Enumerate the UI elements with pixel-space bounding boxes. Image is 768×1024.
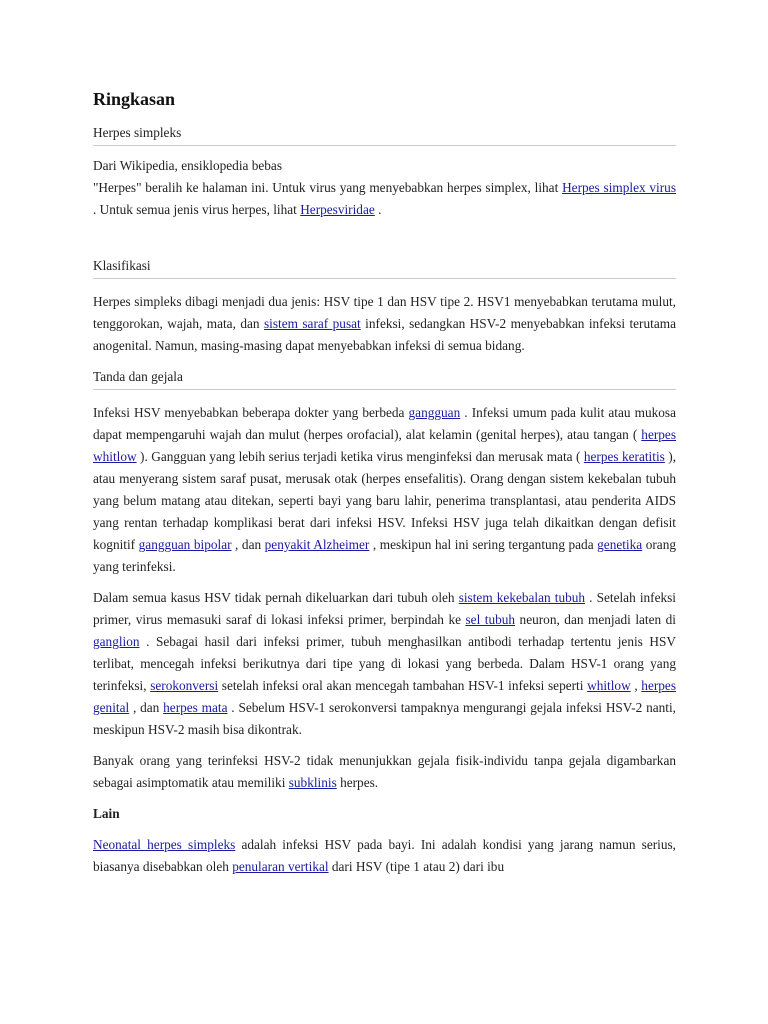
text: Dalam semua kasus HSV tidak pernah dikeluarkan dari tubuh oleh bbox=[93, 590, 459, 605]
link-whitlow[interactable]: whitlow bbox=[587, 678, 631, 693]
text: . bbox=[374, 202, 382, 217]
text: infeksi, sedangkan HSV-2 menyebabkan infeksi terutama anogenital. Namun, masing-masing dapat menyebabkan infeksi di semua bidang. bbox=[93, 316, 676, 353]
link-penularan-vertikal[interactable]: penularan vertikal bbox=[232, 859, 329, 874]
link-sistem-saraf-pusat[interactable]: sistem saraf pusat bbox=[263, 316, 361, 331]
text: . Infeksi umum pada kulit atau mukosa dapat mempengaruhi wajah dan mulut (herpes orofacial), alat kelamin (genital herpes), atau tangan ( bbox=[93, 405, 676, 442]
section-heading-tanda-dan-gejala: Tanda dan gejala bbox=[93, 366, 676, 390]
link-subklinis[interactable]: subklinis bbox=[288, 775, 337, 790]
text: ), atau menyerang sistem saraf pusat, merusak otak (herpes ensefalitis). Orang dengan sistem kekebalan tubuh yang belum matang atau ditekan, seperti bayi yang baru lahir, penerima transplantasi, atau penderita AIDS yang rentan terhadap komplikasi berat dari infeksi HSV. Infeksi HSV juga telah dikaitkan dengan defisit kognitif bbox=[93, 449, 677, 552]
text: herpes. bbox=[336, 775, 379, 790]
link-herpes-simplex-virus[interactable]: Herpes simplex virus bbox=[562, 180, 676, 195]
link-genetika[interactable]: genetika bbox=[597, 537, 643, 552]
text: Herpes simpleks dibagi menjadi dua jenis: HSV tipe 1 dan HSV tipe 2. HSV1 menyebabkan terutama mulut, tenggorokan, wajah, mata, dan bbox=[93, 294, 676, 331]
link-gangguan[interactable]: gangguan bbox=[408, 405, 461, 420]
subtitle: Dari Wikipedia, ensiklopedia bebas bbox=[93, 158, 283, 173]
text: , meskipun hal ini sering tergantung pada bbox=[369, 537, 598, 552]
section-heading-herpes-simpleks: Herpes simpleks bbox=[93, 122, 676, 146]
paragraph-klasifikasi bbox=[93, 291, 676, 357]
text: . Setelah infeksi primer, virus memasuki saraf di lokasi infeksi primer, berpindah ke bbox=[93, 590, 677, 627]
link-sistem-kekebalan-tubuh[interactable]: sistem kekebalan tubuh bbox=[458, 590, 586, 605]
text: dari HSV (tipe 1 atau 2) dari ibu bbox=[328, 859, 505, 874]
text: Banyak orang yang terinfeksi HSV-2 tidak menunjukkan gejala fisik-individu tanpa gejala digambarkan sebagai asimptomatik atau memiliki bbox=[93, 753, 676, 790]
link-herpes-mata[interactable]: herpes mata bbox=[163, 700, 228, 715]
link-herpes-keratitis[interactable]: herpes keratitis bbox=[583, 449, 665, 464]
text: . Sebelum HSV-1 serokonversi tampaknya mengurangi gejala infeksi HSV-2 nanti, meskipun HSV-2 masih bisa dikontrak. bbox=[93, 700, 676, 737]
text: "Herpes" beralih ke halaman ini. Untuk virus yang menyebabkan herpes simplex, lihat bbox=[93, 180, 563, 195]
link-sel-tubuh[interactable]: sel tubuh bbox=[465, 612, 516, 627]
text: orang yang terinfeksi. bbox=[93, 537, 676, 574]
link-neonatal-herpes-simpleks[interactable]: Neonatal herpes simpleks bbox=[93, 837, 236, 852]
text: , dan bbox=[129, 700, 164, 715]
text: . Untuk semua jenis virus herpes, lihat bbox=[93, 202, 301, 217]
document-content bbox=[93, 86, 676, 878]
paragraph-lain bbox=[93, 834, 676, 878]
text: . Sebagai hasil dari infeksi primer, tubuh menghasilkan antibodi terhadap tertentu jenis HSV terlibat, mencegah infeksi berikutnya dari tipe yang di lokasi yang berbeda. Dalam HSV-1 orang yang terinfeksi, bbox=[93, 634, 676, 693]
text: Infeksi HSV menyebabkan beberapa dokter yang berbeda bbox=[93, 405, 409, 420]
paragraph-tanda-1 bbox=[93, 402, 676, 578]
text: adalah infeksi HSV pada bayi. Ini adalah kondisi yang jarang namun serius, biasanya disebabkan oleh bbox=[93, 837, 676, 874]
text: setelah infeksi oral akan mencegah tambahan HSV-1 infeksi seperti bbox=[218, 678, 588, 693]
link-herpesviridae[interactable]: Herpesviridae bbox=[300, 202, 375, 217]
link-gangguan-bipolar[interactable]: gangguan bipolar bbox=[138, 537, 232, 552]
page-title: Ringkasan bbox=[93, 89, 176, 109]
text: , dan bbox=[231, 537, 265, 552]
section-heading-lain: Lain bbox=[93, 806, 120, 821]
link-herpes-genital[interactable]: herpes genital bbox=[93, 678, 676, 715]
text: neuron, dan menjadi laten di bbox=[515, 612, 676, 627]
section-heading-klasifikasi: Klasifikasi bbox=[93, 255, 676, 279]
paragraph-tanda-2 bbox=[93, 587, 676, 741]
text: ). Gangguan yang lebih serius terjadi ketika virus menginfeksi dan merusak mata ( bbox=[136, 449, 584, 464]
link-serokonversi[interactable]: serokonversi bbox=[150, 678, 219, 693]
link-herpes-whitlow[interactable]: herpes whitlow bbox=[93, 427, 676, 464]
link-ganglion[interactable]: ganglion bbox=[93, 634, 140, 649]
paragraph-tanda-3 bbox=[93, 750, 676, 794]
text: , bbox=[630, 678, 642, 693]
link-penyakit-alzheimer[interactable]: penyakit Alzheimer bbox=[264, 537, 370, 552]
paragraph-redirect bbox=[93, 177, 676, 221]
